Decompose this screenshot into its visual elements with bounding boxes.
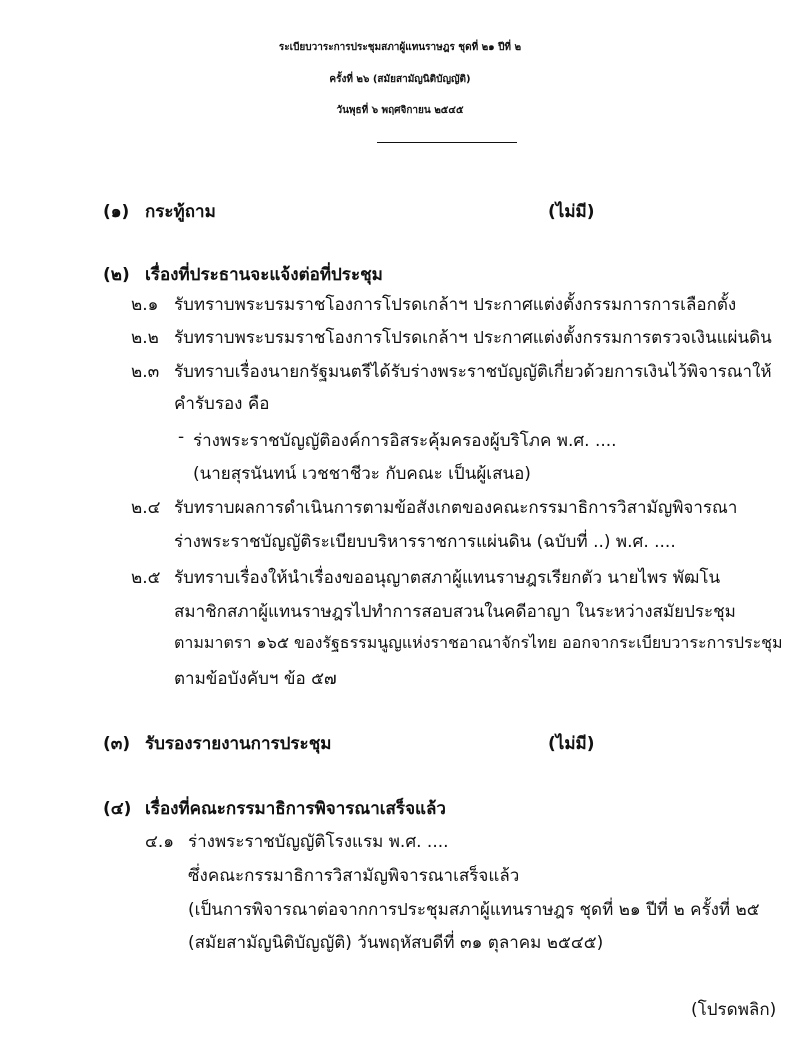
item-2-3-bill: ร่างพระราชบัญญัติองค์การอิสระคุ้มครองผู้บริโภค พ.ศ. ....: [193, 431, 617, 451]
item-2-4-text: รับทราบผลการดำเนินการตามข้อสังเกตของคณะกรรมาธิการวิสามัญพิจารณา: [174, 498, 738, 518]
section-3-number: (๓): [103, 734, 131, 754]
section-2-number: (๒): [103, 265, 130, 285]
item-2-1-number: ๒.๑: [131, 295, 159, 315]
item-2-3-continuation: คำรับรอง คือ: [174, 394, 270, 414]
item-2-4-continuation: ร่างพระราชบัญญัติระเบียบบริหารราชการแผ่นดิน (ฉบับที่ ..) พ.ศ. ....: [174, 532, 676, 552]
item-2-5-continuation-3: ตามข้อบังคับฯ ข้อ ๕๗: [174, 669, 337, 689]
turn-over-note: (โปรดพลิก): [691, 1000, 777, 1020]
item-2-3-text: รับทราบเรื่องนายกรัฐมนตรีได้รับร่างพระราชบัญญัติเกี่ยวด้วยการเงินไว้พิจารณาให้: [174, 362, 772, 382]
item-2-2-text: รับทราบพระบรมราชโองการโปรดเกล้าฯ ประกาศแต่งตั้งกรรมการตรวจเงินแผ่นดิน: [174, 328, 772, 348]
section-4-number: (๔): [103, 799, 132, 819]
meeting-number: ครั้งที่ ๒๖ (สมัยสามัญนิติบัญญัติ): [329, 74, 471, 85]
item-2-4-number: ๒.๔: [131, 498, 161, 518]
item-4-1-continuation-2: (เป็นการพิจารณาต่อจากการประชุมสภาผู้แทนราษฎร ชุดที่ ๒๑ ปีที่ ๒ ครั้งที่ ๒๕: [188, 900, 760, 920]
item-2-5-text: รับทราบเรื่องให้นำเรื่องขออนุญาตสภาผู้แทนราษฎรเรียกตัว นายไพร พัฒโน: [174, 568, 721, 588]
section-4-title: เรื่องที่คณะกรรมาธิการพิจารณาเสร็จแล้ว: [145, 799, 446, 819]
section-1-number: (๑): [103, 202, 130, 222]
item-2-3-proposer: (นายสุรนันทน์ เวชชาชีวะ กับคณะ เป็นผู้เสนอ): [193, 464, 531, 484]
item-4-1-text: ร่างพระราชบัญญัติโรงแรม พ.ศ. ....: [188, 832, 449, 852]
item-2-3-number: ๒.๓: [131, 362, 160, 382]
meeting-date: วันพุธที่ ๖ พฤศจิกายน ๒๕๔๕: [336, 105, 464, 116]
item-4-1-number: ๔.๑: [145, 832, 175, 852]
item-2-1-text: รับทราบพระบรมราชโองการโปรดเกล้าฯ ประกาศแต่งตั้งกรรมการการเลือกตั้ง: [174, 295, 737, 315]
header-divider: [377, 142, 517, 143]
section-3-title: รับรองรายงานการประชุม: [145, 734, 332, 754]
item-2-3-bullet: -: [178, 427, 185, 447]
item-4-1-continuation-1: ซึ่งคณะกรรมาธิการวิสามัญพิจารณาเสร็จแล้ว: [188, 866, 520, 886]
item-2-5-continuation-2: ตามมาตรา ๑๖๕ ของรัฐธรรมนูญแห่งราชอาณาจักรไทย ออกจากระเบียบวาระการประชุม: [174, 633, 783, 652]
section-3-note: (ไม่มี): [548, 734, 595, 754]
section-2-title: เรื่องที่ประธานจะแจ้งต่อที่ประชุม: [145, 265, 383, 285]
section-1-title: กระทู้ถาม: [145, 202, 216, 222]
item-2-2-number: ๒.๒: [131, 328, 159, 348]
item-2-5-number: ๒.๕: [131, 568, 161, 588]
item-4-1-continuation-3: (สมัยสามัญนิติบัญญัติ) วันพฤหัสบดีที่ ๓๑ ตุลาคม ๒๕๔๕): [188, 933, 604, 953]
agenda-title: ระเบียบวาระการประชุมสภาผู้แทนราษฎร ชุดที่ ๒๑ ปีที่ ๒: [278, 42, 522, 53]
item-2-5-continuation-1: สมาชิกสภาผู้แทนราษฎรไปทำการสอบสวนในคดีอาญา ในระหว่างสมัยประชุม: [174, 602, 736, 622]
section-1-note: (ไม่มี): [548, 202, 595, 222]
